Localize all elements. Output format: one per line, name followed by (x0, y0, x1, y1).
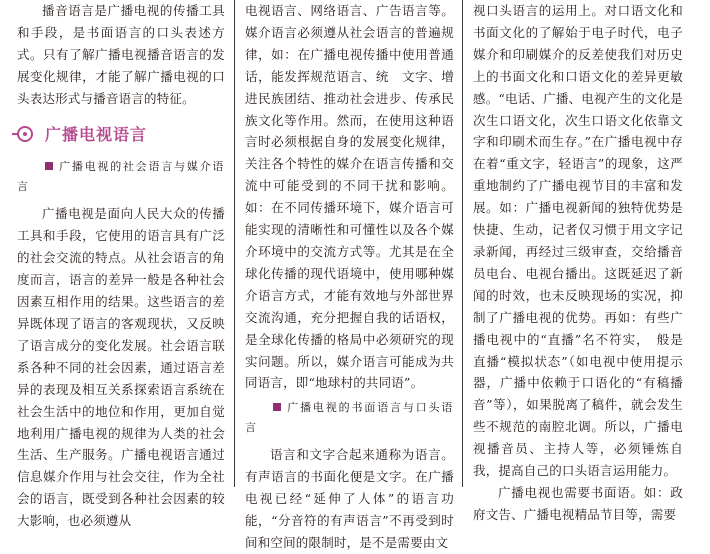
column-divider-right (462, 0, 463, 487)
body-paragraph-continued: 视口头语言的运用上。对口语文化和书面文化的了解始于电子时代，电子媒介和印刷媒介的反差使我们对历史上的书面文化和口语文化的差异更敏感。“电话、广播、电视产生的文化是次生口语文化，次生口语文化依靠文字和印刷术而生存。”在广播电视中存在着“重文字，轻语言”的现象，这严重地制约了广播电视节目的丰富和发展。如：广播电视新闻的独特优势是快捷、生动，记者仅习惯于用文字记录新闻，再经过三级审查，交给播音员电台、电视台播出。这既延迟了新闻的时效，也未反映现场的实况，抑制了广播电视的优势。再如：有些广播电视中的“直播”名不符实， 般是直播“模拟状态”（如电视中使用提示器，广播中依赖于口语化的“有稿播音”等），如果脱离了稿件，就会发生 些不规范的南腔北调。所以，广播电视播音员、主持人等，必须锤炼自我，提高自己的口头语言运用能力。 (473, 3, 696, 479)
column-1 (17, 0, 225, 529)
subheading-written-spoken-language (245, 398, 454, 438)
body-paragraph-continued: 电视语言、网络语言、广告语言等。媒介语言必须遵从社会语言的普遍规律，如：在广播电视传播中使用普通话，能发挥规范语言、统 文字、增进民族团结、推动社会进步、传承民族文化等作用。然而，在使用这种语言时必须根据自身的发展变化规律，关注各个特性的媒介在语言传播和交流中可能受到的不同干扰和影响。如：在不同传播环境下，媒介语言可能实现的清晰性和可懂性以及各个媒介环境中的交流方式等。尤其是在全球化传播的现代语境中，使用哪种媒介语言方式，才能有效地与外部世界交流沟通，充分把握自我的话语权，是全球化传播的格局中必须研究的现实问题。所以，媒介语言可能成为共同语言，即“地球村的共同语”。 (245, 3, 454, 391)
body-paragraph: 广播电视是面向人民大众的传播工具和手段，它使用的语言具有广泛的社会交流的特点。从社会语言的角度而言，语言的差异一般是各种社会因素互相作用的结果。这些语言的差异既体现了语言的客观现状，又反映了语言成分的变化发展。社会语言联系各种不同的社会因素，通过语言差异的表现及相互关系探索语言系统在社会生活中的地位和作用，更加自觉地利用广播电视的规律为人类的社会生活、生产服务。广播电视语言通过信息媒介作用与社会交往，作为全社会的语言，既受到各种社会因素的较大影响，也必须遵从 (17, 206, 225, 529)
column-2 (245, 0, 454, 550)
square-bullet-icon (273, 403, 281, 411)
circle-bullet-icon (17, 126, 33, 142)
intro-paragraph: 播音语言是广播电视的传播工具和手段，是书面语言的口头表述方式。只有了解广播电视播音语言的发展变化规律，才能了解广播电视的口头表达形式与播音语言的特征。 (17, 3, 225, 106)
subheading-text: 广播电视的书面语言与口头语言 (245, 401, 454, 435)
subheading-text: 广播电视的社会语言与媒介语言 (17, 160, 225, 194)
body-paragraph: 语言和文字合起来通称为语言。有声语言的书面化便是文字。在广播电视已经“延伸了人体”的语言功能，“分音符的有声语言”不再受到时间和空间的限制时，是不是需要由文 (245, 447, 454, 550)
square-bullet-icon (45, 162, 53, 170)
body-paragraph: 广播电视也需要书面语。如：政府文告、广播电视精品节目等，需要 (473, 484, 683, 522)
subheading-social-media-language (17, 157, 225, 197)
section-heading (17, 124, 225, 146)
column-divider-left (234, 0, 235, 487)
section-title: 广播电视语言 (45, 124, 148, 144)
column-3 (473, 0, 696, 522)
